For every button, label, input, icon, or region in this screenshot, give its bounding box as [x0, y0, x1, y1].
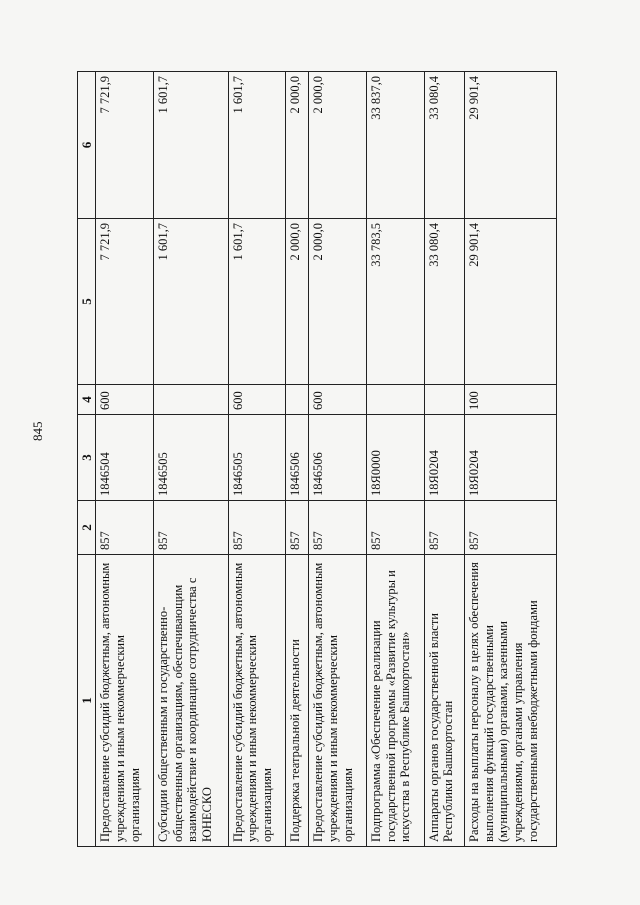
row-name: Субсидии общественным и государственно-общественным организациям, обеспечивающим взаимодействие и координацию сотрудничества с ЮНЕСКО [153, 555, 228, 847]
row-sum-1: 1 601,7 [153, 219, 228, 385]
row-ministry: 857 [309, 501, 367, 555]
table-row [309, 72, 367, 847]
row-name: Предоставление субсидий бюджетным, автономным учреждениям и иным некоммерческим организациям [96, 555, 154, 847]
row-name: Поддержка театральной деятельности [286, 555, 309, 847]
row-sum-2: 29 901,4 [464, 72, 556, 219]
row-type [424, 385, 464, 415]
row-sum-2: 7 721,9 [96, 72, 154, 219]
table-row [228, 72, 286, 847]
row-ministry: 857 [424, 501, 464, 555]
header-col-6: 6 [78, 72, 96, 219]
table-row [464, 72, 556, 847]
row-type: 600 [96, 385, 154, 415]
table-row [366, 72, 424, 847]
row-sum-1: 33 080,4 [424, 219, 464, 385]
row-sum-2: 1 601,7 [153, 72, 228, 219]
page-number: 845 [30, 421, 45, 441]
table-row [286, 72, 309, 847]
row-sum-1: 2 000,0 [286, 219, 309, 385]
row-target: 1846504 [96, 415, 154, 501]
row-sum-1: 1 601,7 [228, 219, 286, 385]
row-name: Расходы на выплаты персоналу в целях обеспечения выполнения функций государственными (муниципальными) органами, казенными учреждениями, органами управления государственными внебюджетными фондами [464, 555, 556, 847]
row-ministry: 857 [153, 501, 228, 555]
table-row [153, 72, 228, 847]
row-type [153, 385, 228, 415]
row-sum-1: 2 000,0 [309, 219, 367, 385]
row-target: 1846506 [309, 415, 367, 501]
row-name: Предоставление субсидий бюджетным, автономным учреждениям и иным некоммерческим организациям [309, 555, 367, 847]
row-ministry: 857 [228, 501, 286, 555]
table-row [424, 72, 464, 847]
row-sum-2: 1 601,7 [228, 72, 286, 219]
row-target: 18Я0000 [366, 415, 424, 501]
row-type: 600 [228, 385, 286, 415]
table-row [96, 72, 154, 847]
row-type: 100 [464, 385, 556, 415]
row-ministry: 857 [464, 501, 556, 555]
row-sum-2: 2 000,0 [309, 72, 367, 219]
header-row [78, 72, 96, 847]
header-col-4: 4 [78, 385, 96, 415]
row-sum-1: 33 783,5 [366, 219, 424, 385]
row-ministry: 857 [96, 501, 154, 555]
header-col-5: 5 [78, 219, 96, 385]
row-name: Аппараты органов государственной власти Республики Башкортостан [424, 555, 464, 847]
header-col-1: 1 [78, 555, 96, 847]
row-target: 1846506 [286, 415, 309, 501]
row-ministry: 857 [366, 501, 424, 555]
row-ministry: 857 [286, 501, 309, 555]
row-name: Подпрограмма «Обеспечение реализации государственной программы «Развитие культуры и искусства в Республике Башкортостан» [366, 555, 424, 847]
row-sum-1: 29 901,4 [464, 219, 556, 385]
header-col-3: 3 [78, 415, 96, 501]
row-type: 600 [309, 385, 367, 415]
row-sum-1: 7 721,9 [96, 219, 154, 385]
row-type [366, 385, 424, 415]
budget-table [77, 71, 557, 847]
row-target: 18Я0204 [464, 415, 556, 501]
row-target: 1846505 [228, 415, 286, 501]
row-sum-2: 33 080,4 [424, 72, 464, 219]
row-sum-2: 2 000,0 [286, 72, 309, 219]
row-type [286, 385, 309, 415]
row-name: Предоставление субсидий бюджетным, автономным учреждениям и иным некоммерческим организациям [228, 555, 286, 847]
row-sum-2: 33 837,0 [366, 72, 424, 219]
row-target: 1846505 [153, 415, 228, 501]
row-target: 18Я0204 [424, 415, 464, 501]
header-col-2: 2 [78, 501, 96, 555]
budget-table-rotated [77, 72, 557, 847]
